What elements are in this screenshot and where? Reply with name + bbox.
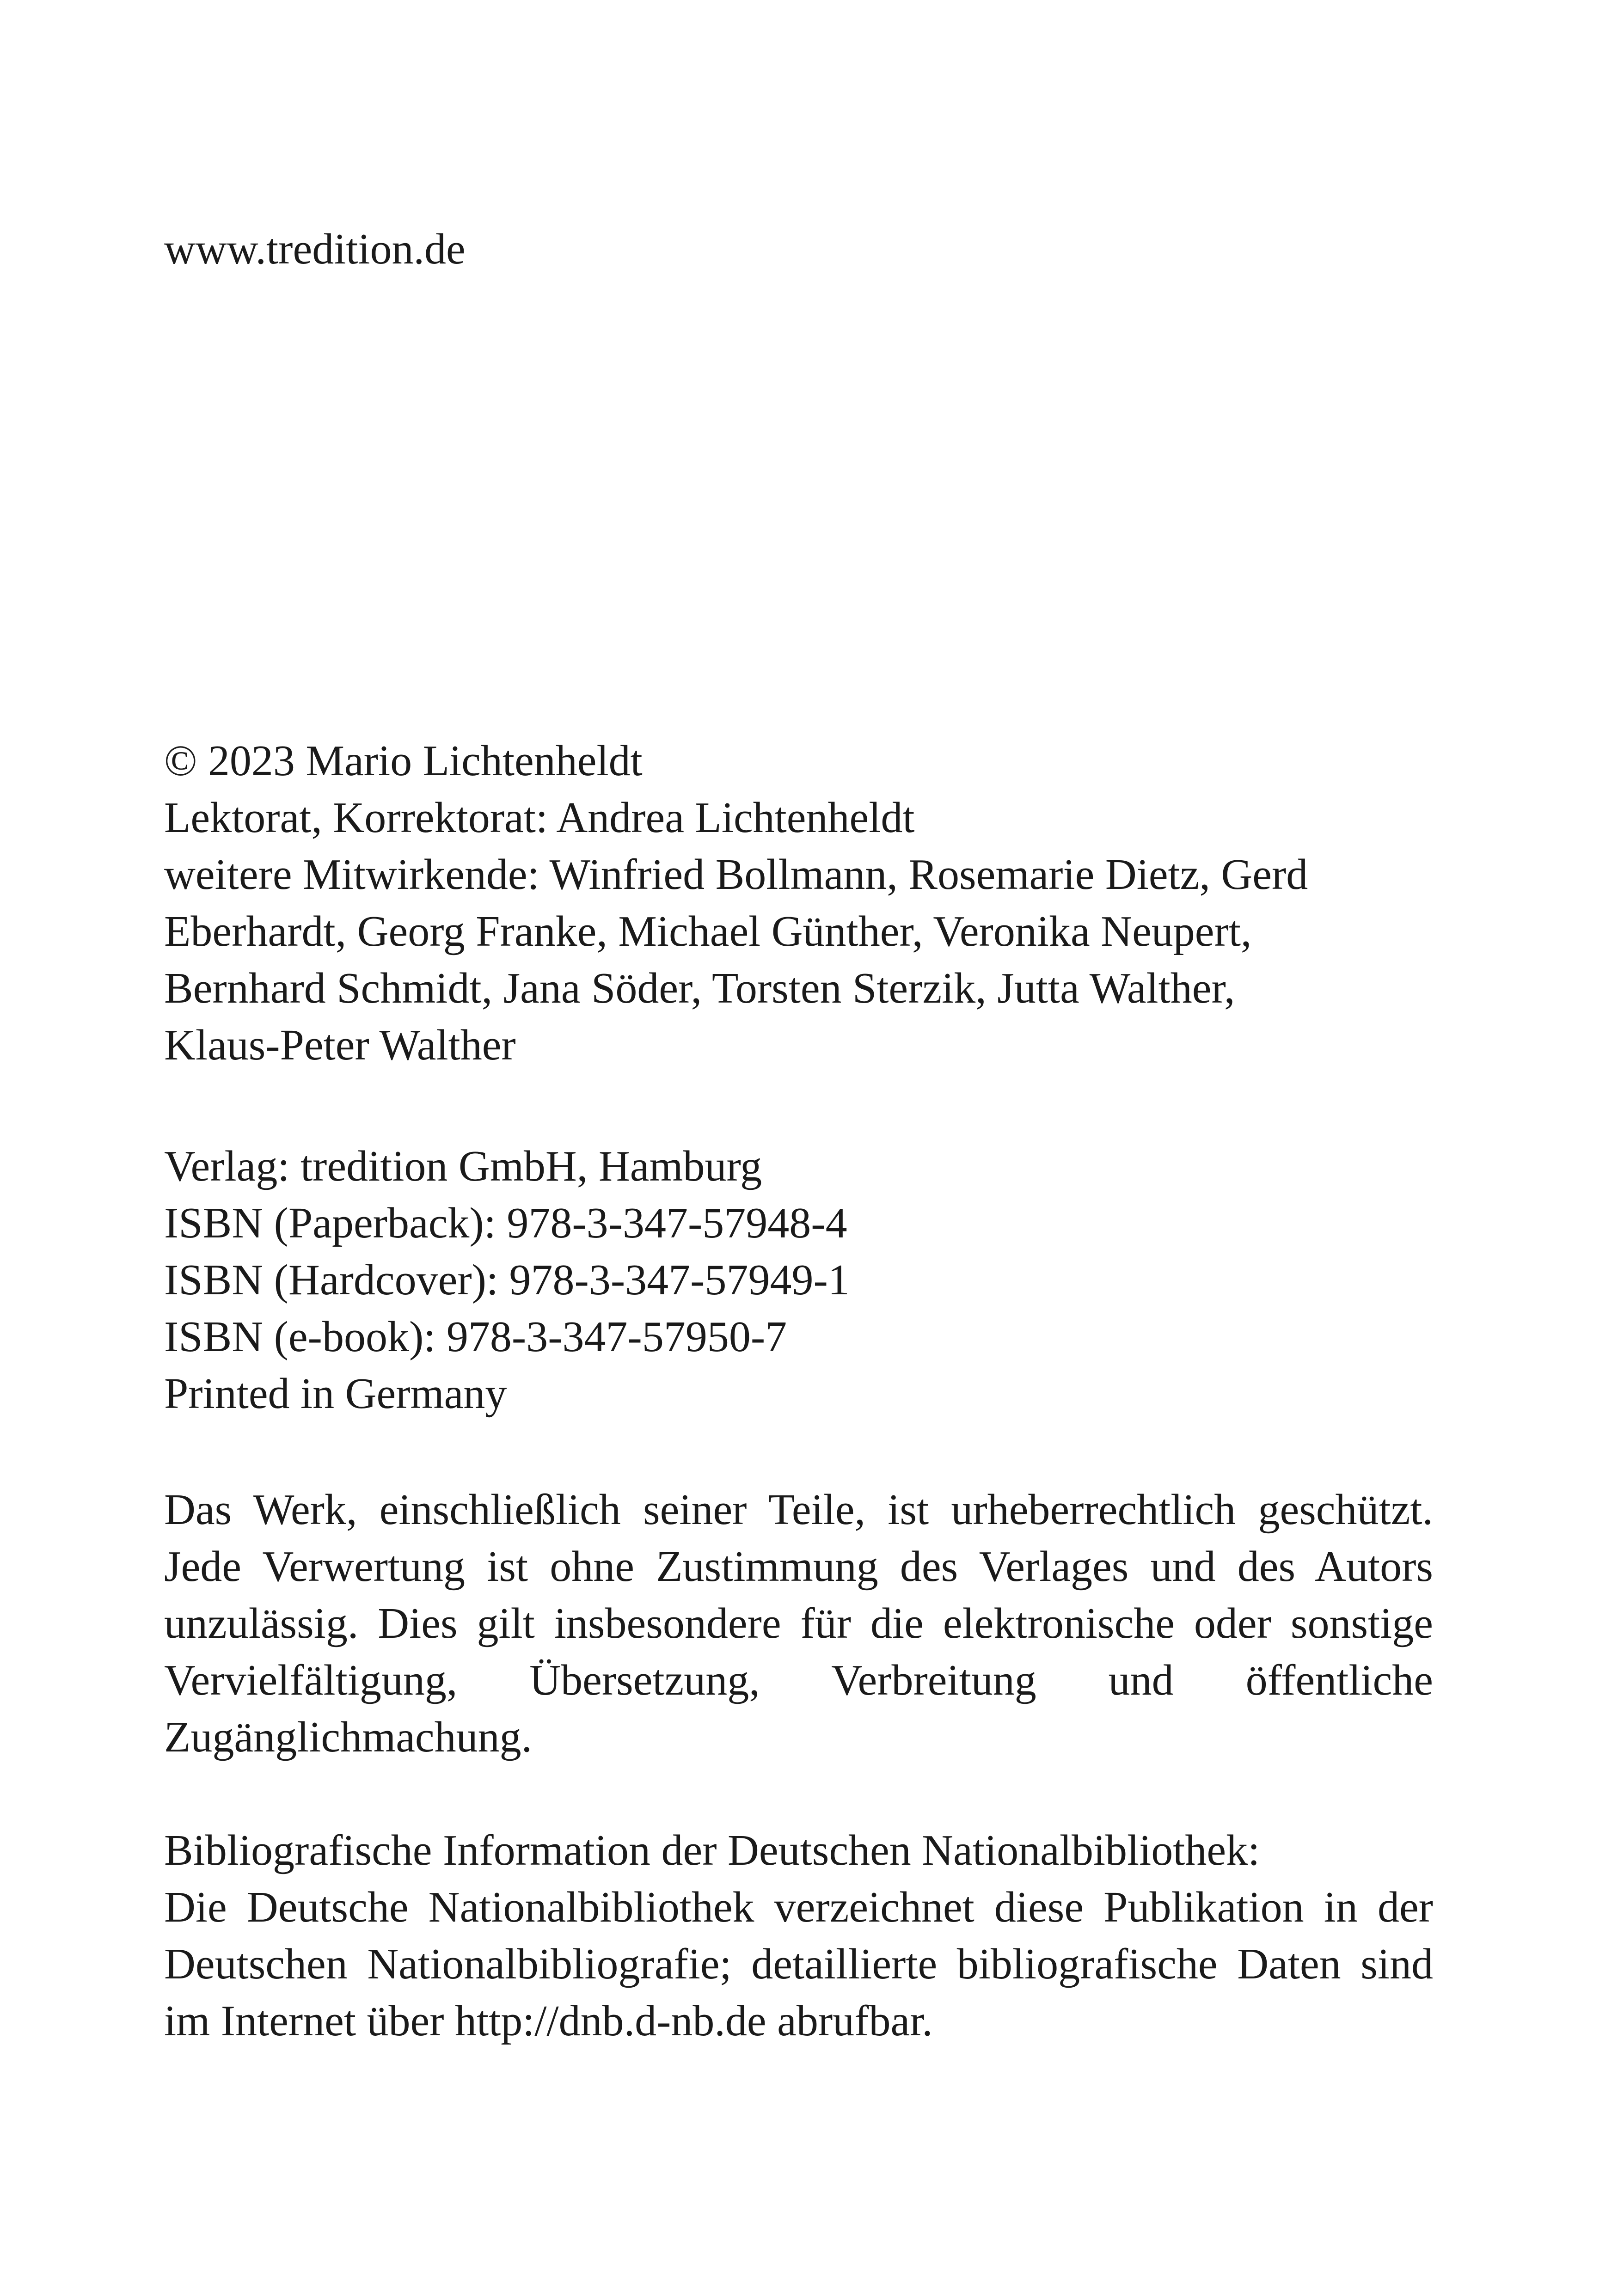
contributors-line: Klaus-Peter Walther xyxy=(164,1021,516,1069)
dnb-body: Die Deutsche Nationalbibliothek verzeichnet diese Publikation in der Deutschen Nationalbibliografie; detaillierte bibliografische Daten sind im Internet über http://dnb.d-nb.de abrufbar. xyxy=(164,1883,1433,2045)
dnb-heading: Bibliografische Information der Deutschen Nationalbibliothek: xyxy=(164,1826,1260,1874)
publisher-block xyxy=(164,1138,1433,1422)
contributors-line: Bernhard Schmidt, Jana Söder, Torsten Sterzik, Jutta Walther, xyxy=(164,964,1235,1012)
isbn-paperback: ISBN (Paperback): 978-3-347-57948-4 xyxy=(164,1199,847,1247)
isbn-hardcover: ISBN (Hardcover): 978-3-347-57949-1 xyxy=(164,1256,850,1304)
isbn-ebook: ISBN (e-book): 978-3-347-57950-7 xyxy=(164,1313,787,1361)
dnb-information xyxy=(164,1822,1433,2050)
website-url: www.tredition.de xyxy=(164,225,466,273)
credits-block xyxy=(164,733,1433,1074)
contributors-line: weitere Mitwirkende: Winfried Bollmann, Rosemarie Dietz, Gerd xyxy=(164,851,1308,899)
printed-in-line: Printed in Germany xyxy=(164,1370,507,1418)
publisher-line: Verlag: tredition GmbH, Hamburg xyxy=(164,1142,762,1190)
copyright-notice: Das Werk, einschließlich seiner Teile, ist urheberrechtlich geschützt. Jede Verwertung ist ohne Zustimmung des Verlages und des Autors unzulässig. Dies gilt insbesondere für die elektronische oder sonstige Vervielfältigung, Übersetzung, Verbreitung und öffentliche Zugänglichmachung. xyxy=(164,1486,1433,1761)
copyright-line: © 2023 Mario Lichtenheldt xyxy=(164,737,643,785)
contributors-line: Eberhardt, Georg Franke, Michael Günther, Veronika Neupert, xyxy=(164,907,1252,955)
editing-line: Lektorat, Korrektorat: Andrea Lichtenheldt xyxy=(164,794,915,842)
publisher-website xyxy=(164,221,1433,278)
